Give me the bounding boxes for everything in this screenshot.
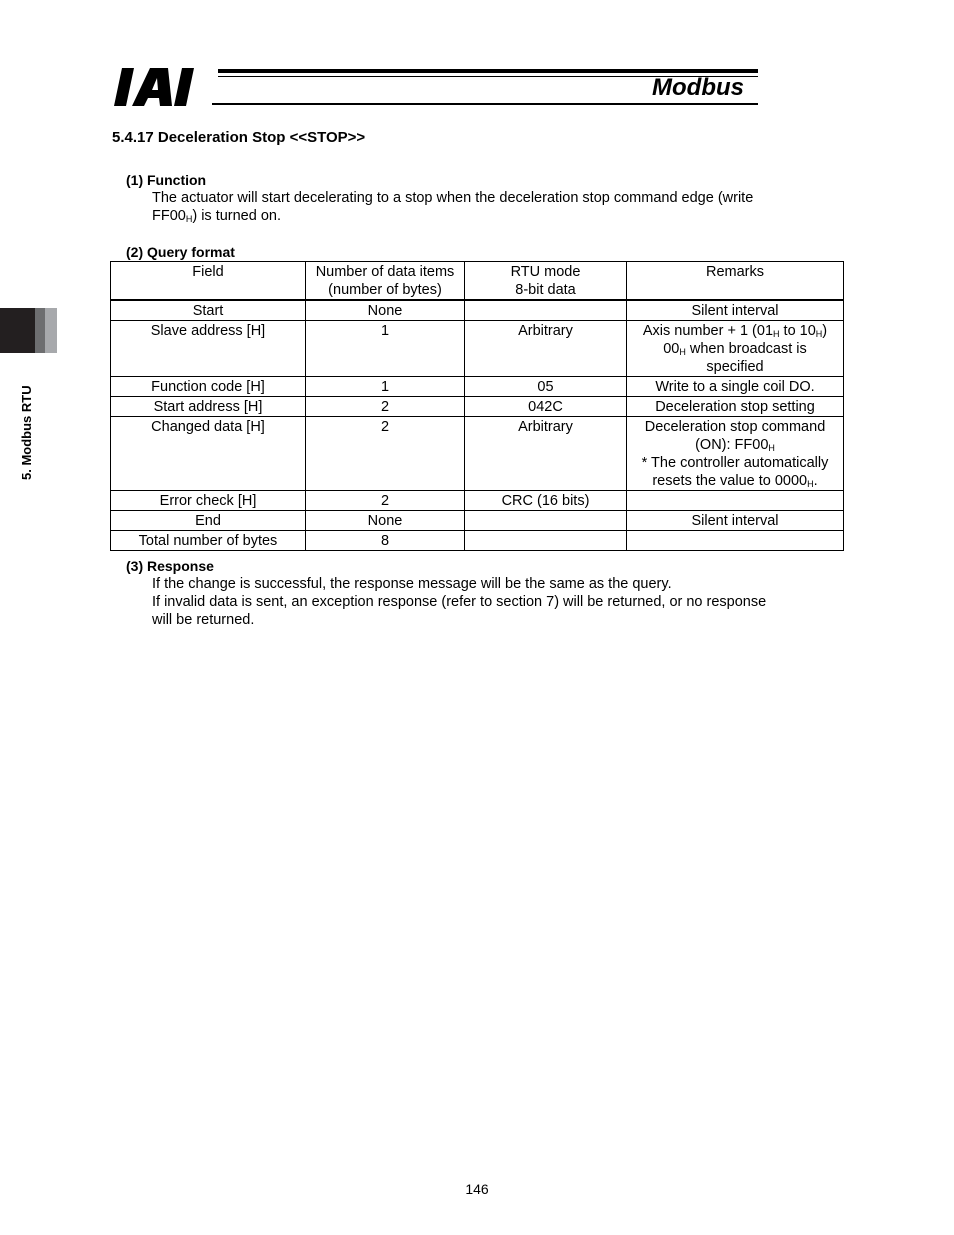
page-number: 146	[465, 1181, 489, 1197]
table-row	[111, 300, 844, 321]
function-line-2: $FF00_H$) is turned on.	[152, 208, 282, 224]
remarks-cell	[627, 491, 844, 511]
remarks-cell: Silent interval	[627, 300, 844, 321]
side-tab-block-mid	[35, 308, 45, 353]
function-text	[152, 189, 753, 225]
section-title: 5.4.17 Deceleration Stop <<STOP>>	[112, 129, 366, 146]
field-cell: Slave address [H]	[111, 321, 306, 377]
field-cell: Error check [H]	[111, 491, 306, 511]
count-cell: 1	[306, 321, 465, 377]
rtu-cell: Arbitrary	[465, 321, 627, 377]
count-cell: 8	[306, 531, 465, 551]
rtu-cell	[465, 300, 627, 321]
rtu-cell	[465, 511, 627, 531]
response-heading: (3) Response	[126, 558, 214, 574]
remarks-cell: Write to a single coil DO.	[627, 377, 844, 397]
table-header-cell: Remarks	[627, 262, 844, 301]
rtu-cell	[465, 531, 627, 551]
remarks-cell: Deceleration stop command (ON): $FF00_H$ * The controller automatically resets the value to $0000_H$.	[627, 417, 844, 491]
field-cell: Total number of bytes	[111, 531, 306, 551]
rtu-cell: Arbitrary	[465, 417, 627, 491]
header-rule-thick	[218, 69, 758, 73]
table-header-cell: Field	[111, 262, 306, 301]
table-row	[111, 321, 844, 377]
field-cell: End	[111, 511, 306, 531]
function-line-1: The actuator will start decelerating to a stop when the deceleration stop command edge (write	[152, 190, 754, 206]
side-tab-block-light	[45, 308, 57, 353]
table-row	[111, 397, 844, 417]
table-row	[111, 491, 844, 511]
remarks-cell: Axis number + 1 ($01_H$ to $10_H$) $00_H$ when broadcast is specified	[627, 321, 844, 377]
count-cell: 2	[306, 417, 465, 491]
remarks-cell	[627, 531, 844, 551]
response-line-1: If the change is successful, the response message will be the same as the query.	[152, 576, 672, 592]
field-cell: Changed data [H]	[111, 417, 306, 491]
side-tab-block-dark	[0, 308, 35, 353]
field-cell: Start address [H]	[111, 397, 306, 417]
side-tab-label: 5. Modbus RTU	[19, 385, 34, 480]
field-cell: Start	[111, 300, 306, 321]
table-row	[111, 511, 844, 531]
rtu-cell: 042C	[465, 397, 627, 417]
function-heading: (1) Function	[126, 172, 207, 188]
query-heading: (2) Query format	[126, 244, 235, 260]
header-rule-bottom	[212, 103, 758, 105]
iai-logo	[112, 66, 212, 108]
rtu-cell: 05	[465, 377, 627, 397]
count-cell: 2	[306, 491, 465, 511]
response-line-3: will be returned.	[152, 612, 255, 628]
table-header-cell: Number of data items (number of bytes)	[306, 262, 465, 301]
response-text	[152, 575, 766, 629]
count-cell: 1	[306, 377, 465, 397]
count-cell: 2	[306, 397, 465, 417]
query-format-table	[110, 261, 844, 551]
remarks-cell: Silent interval	[627, 511, 844, 531]
count-cell: None	[306, 300, 465, 321]
table-header-cell: RTU mode 8-bit data	[465, 262, 627, 301]
rtu-cell: CRC (16 bits)	[465, 491, 627, 511]
field-cell: Function code [H]	[111, 377, 306, 397]
count-cell: None	[306, 511, 465, 531]
table-row	[111, 531, 844, 551]
response-line-2: If invalid data is sent, an exception response (refer to section 7) will be returned, or no response	[152, 594, 767, 610]
table-row	[111, 377, 844, 397]
table-header-row	[111, 262, 844, 301]
remarks-cell: Deceleration stop setting	[627, 397, 844, 417]
table-row	[111, 417, 844, 491]
header-title: Modbus	[652, 74, 744, 101]
